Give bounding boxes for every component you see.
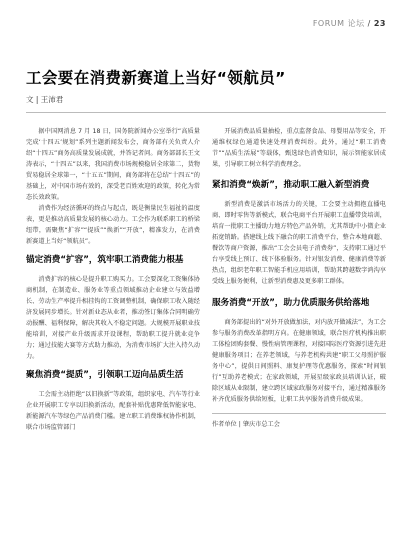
section-heading: 紧扣消费“焕新”，推动职工融入新型消费 bbox=[212, 180, 370, 190]
paragraph: 据中国网消息 7 月 18 日，国务院新闻办公室举行“高质量完成‘十四五’规划”系列主题新闻发布会，商务部有关负责人介绍“十四五”商务高质量发展成就，并答记者问。商务部部长王文涛表示，“十四五”以来，我国消费市场规模稳居全球第二，货物贸易稳居全球第一，“十五五”期间，商务部将在总结“十四五”的基础上，对中国市场有效的，深受老百姓欢迎的政策，转化为常态长效政策。 bbox=[26, 128, 200, 201]
byline: 文 | 王沛君 bbox=[26, 95, 64, 104]
paragraph: 工会需主动拒绝“以旧换新”等政策，组织家电、汽车等行业企业开展职工专享以旧换新活动，配套补贴优惠降低智能家电、新能源汽车等绿色产品消费门槛。建立职工消费维权协作机制，联合市场监管部门 bbox=[26, 391, 200, 431]
title-divider bbox=[26, 112, 386, 113]
page-header bbox=[313, 18, 386, 29]
left-column bbox=[26, 126, 200, 433]
author-affiliation: 作者单位 | 肇庆市总工会 bbox=[212, 421, 280, 428]
right-column bbox=[212, 126, 386, 430]
header-separator: / bbox=[364, 19, 374, 28]
section-heading: 聚焦消费“提质”，引领职工迈向品质生活 bbox=[26, 370, 184, 380]
paragraph: 消费作为经济循环的终点与起点，既是衡量民生福祉的温度表，更是推动高质量发展的核心动力。工会作为联系职工的桥梁纽带，需聚焦“扩容”“提质”“焕新”“开放”，精准发力，在消费新赛道上当好“领航员”。 bbox=[26, 205, 200, 245]
paragraph: 新型消费是激活市场活力的关键，工会要主动拥抱直播电商、即时零售等新模式，联合电商平台开展职工直播带货培训，培育一批职工主播助力地方特色产品外销，尤其帮助中小微企业拓宽销路。搭建线上线下融合的职工消费平台，整合本地商超、餐饮等商户资源，推出“工会会员电子消费券”，支持职工通过平台享受线上预订、线下体验服务。针对银发消费、健康消费等新热点，组织老年职工智能手机应用培训，帮助其跨越数字鸿沟享受线上服务便利，让新型消费惠及更多职工群体。 bbox=[212, 201, 386, 285]
section-heading: 锚定消费“扩容”，筑牢职工消费能力根基 bbox=[26, 255, 184, 265]
paragraph: 商务部提出的“对外开放做加法，对内放开做减法”，为工会参与服务消费改革指明方向。在健康领域，联合医疗机构推出职工体检团购套餐、慢性病管理课程，对接国际医疗资源引进先进健康服务项目；在养老领域，与养老机构共建“职工父母照护服务中心”，提供日间照料、康复护理等优惠服务，探索“时间银行”互助养老模式；在家政领域，开展星级家政员培训认证，破除区域从业限制，建立跨区域家政服务对接平台，通过精准服务补齐优质服务供给短板，让职工共享服务消费升级成果。 bbox=[212, 319, 386, 403]
page-number: 23 bbox=[373, 19, 386, 28]
section-heading: 服务消费“开放”，助力优质服务供给落地 bbox=[212, 298, 370, 308]
article-title: 工会要在消费新赛道上当好“领航员” bbox=[26, 69, 286, 87]
paragraph: 消费扩容的核心是提升职工购买力。工会要深化工资集体协商机制，在制造业、服务业等重点领域推动企业建立与效益增长、劳动生产率提升相挂钩的工资调整机制，确保职工收入随经济发展同步增长。针对新业态从业者，推动签订集体合同明确劳动报酬、福利保障，解决其收入不稳定问题。大规模开展职业技能培训，对接产业升级需求开设课程，帮助职工提升就业竞争力；通过技能大赛等方式助力推动，为消费市场扩大注入持久动力。 bbox=[26, 276, 200, 360]
section-label: FORUM 论坛 bbox=[312, 19, 365, 28]
footer-divider bbox=[212, 413, 386, 414]
paragraph: 开展消费品质量抽检，重点监督食品、母婴用品等安全，开通维权绿色通道快速处理消费纠纷。此外，通过“职工消费节”“品质生活展”等载体，甄选绿色消费知识，展示智能家居成果，引导职工树立科学消费理念。 bbox=[212, 128, 386, 168]
